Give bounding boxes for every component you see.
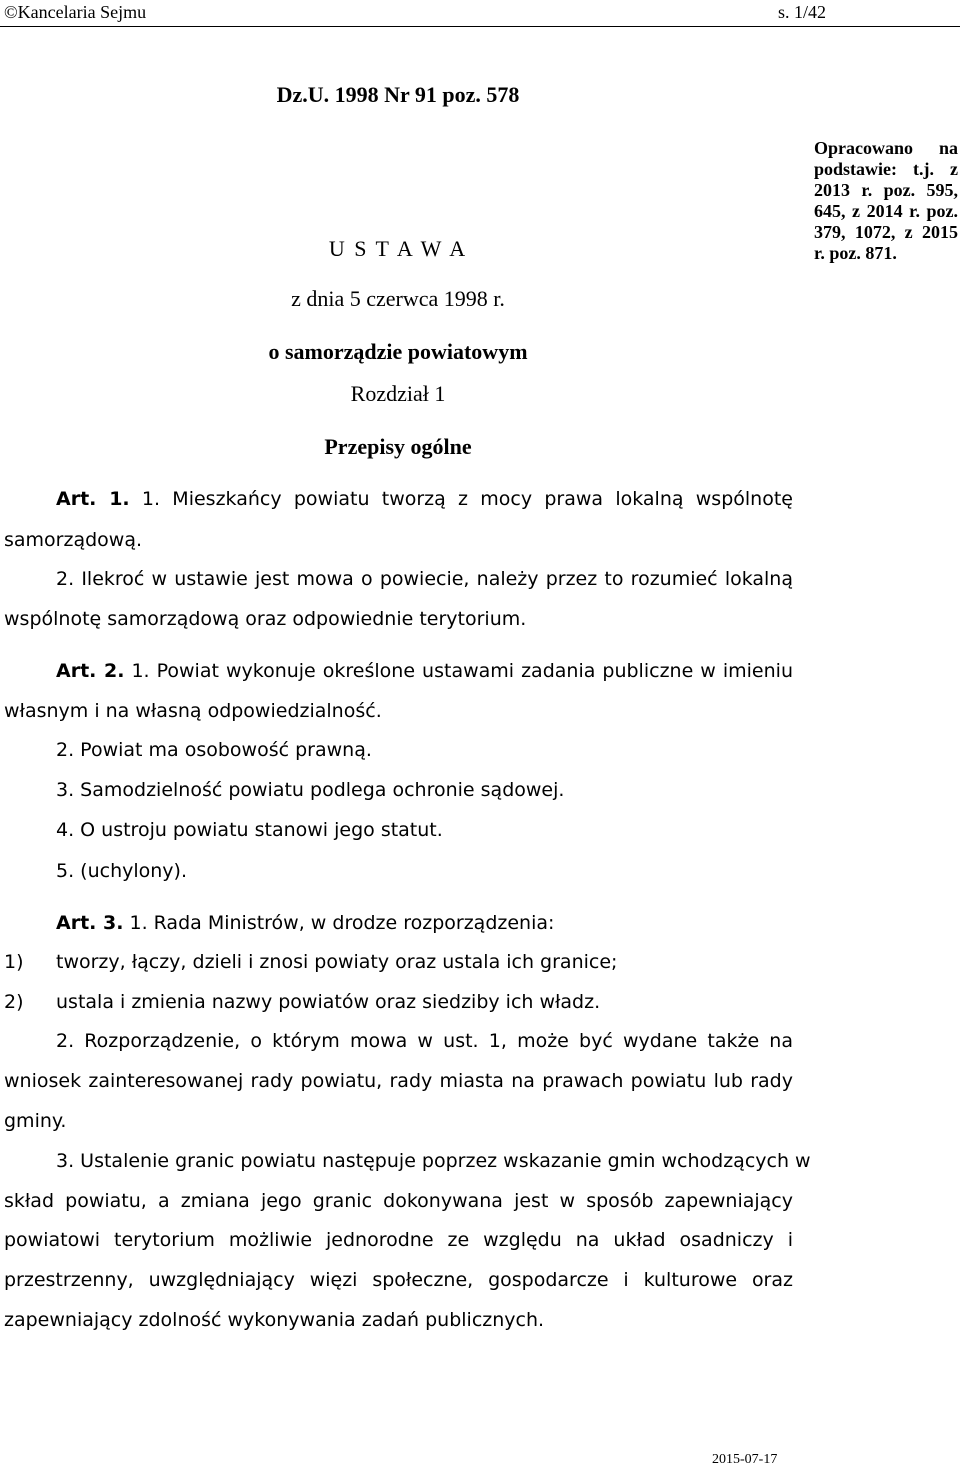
art3-item-1 xyxy=(4,951,617,973)
art3-paragraph2-line3: gminy. xyxy=(4,1110,67,1132)
footer-date: 2015-07-17 xyxy=(712,1452,778,1467)
art3-item-2-number: 2) xyxy=(4,991,24,1013)
art3-paragraph1 xyxy=(56,912,554,934)
art2-paragraph1-line1 xyxy=(56,660,793,682)
art1-paragraph2-line2: wspólnotę samorządową oraz odpowiednie terytorium. xyxy=(4,608,527,630)
art1-p1-text: 1. Mieszkańcy powiatu tworzą z mocy prawa lokalną wspólnotę xyxy=(141,488,793,510)
art3-item-2-text: ustala i zmienia nazwy powiatów oraz siedziby ich władz. xyxy=(56,991,601,1013)
art2-paragraph2: 2. Powiat ma osobowość prawną. xyxy=(56,739,372,761)
art3-p1-text: 1. Rada Ministrów, w drodze rozporządzenia: xyxy=(129,912,555,934)
art1-paragraph1-line1 xyxy=(56,488,793,510)
art2-paragraph4: 4. O ustroju powiatu stanowi jego statut. xyxy=(56,819,443,841)
chapter-number: Rozdział 1 xyxy=(350,381,446,406)
art3-paragraph3-line1: 3. Ustalenie granic powiatu następuje poprzez wskazanie gmin wchodzących w xyxy=(56,1150,811,1172)
art1-label: Art. 1. xyxy=(56,488,130,510)
header-divider xyxy=(0,26,960,27)
art1-paragraph1-line2: samorządową. xyxy=(4,529,143,551)
art3-paragraph2-line1: 2. Rozporządzenie, o którym mowa w ust. 1, może być wydane także na xyxy=(56,1030,793,1052)
act-type: U S T A W A xyxy=(328,236,468,261)
consolidation-note: Opracowano na podstawie: t.j. z 2013 r. poz. 595, 645, z 2014 r. poz. 379, 1072, z 2015 r. poz. 871. xyxy=(814,138,958,263)
act-title: o samorządzie powiatowym xyxy=(268,339,528,364)
act-date: z dnia 5 czerwca 1998 r. xyxy=(291,286,505,311)
art3-paragraph3-line4: przestrzenny, uwzględniający więzi społeczne, gospodarcze i kulturowe oraz xyxy=(4,1269,793,1291)
art3-paragraph2-line2: wniosek zainteresowanej rady powiatu, rady miasta na prawach powiatu lub rady xyxy=(4,1070,793,1092)
art3-paragraph3-line5: zapewniający zdolność wykonywania zadań publicznych. xyxy=(4,1309,545,1331)
art2-label: Art. 2. xyxy=(56,660,125,682)
art3-label: Art. 3. xyxy=(56,912,124,934)
art2-paragraph3: 3. Samodzielność powiatu podlega ochronie sądowej. xyxy=(56,779,565,801)
art3-item-2 xyxy=(4,991,600,1013)
art3-paragraph3-line3: powiatowi terytorium możliwie jednorodne ze względu na układ osadniczy i xyxy=(4,1229,793,1251)
art2-paragraph1-line2: własnym i na własną odpowiedzialność. xyxy=(4,700,382,722)
art2-p1-text: 1. Powiat wykonuje określone ustawami zadania publiczne w imieniu xyxy=(131,660,793,682)
art3-item-1-number: 1) xyxy=(4,951,24,973)
art1-paragraph2-line1: 2. Ilekroć w ustawie jest mowa o powiecie, należy przez to rozumieć lokalną xyxy=(56,568,793,590)
header-page-number: s. 1/42 xyxy=(778,2,827,22)
art3-item-1-text: tworzy, łączy, dzieli i znosi powiaty oraz ustala ich granice; xyxy=(56,951,618,973)
header-source: ©Kancelaria Sejmu xyxy=(4,2,147,22)
chapter-title: Przepisy ogólne xyxy=(324,434,472,459)
art3-paragraph3-line2: skład powiatu, a zmiana jego granic dokonywana jest w sposób zapewniający xyxy=(4,1190,793,1212)
journal-reference: Dz.U. 1998 Nr 91 poz. 578 xyxy=(276,82,520,107)
art2-paragraph5: 5. (uchylony). xyxy=(56,860,187,882)
